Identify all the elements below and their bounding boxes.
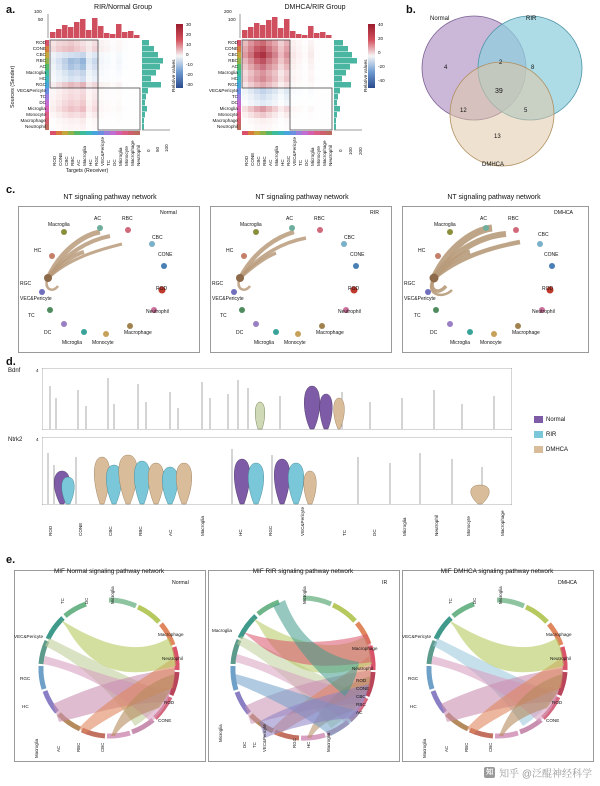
violin-row-bdnf <box>42 368 512 430</box>
network-1-label-macroglia: Macroglia <box>48 222 70 228</box>
network-2-label-monocyte: Monocyte <box>284 340 306 346</box>
watermark-logo: 知 <box>486 769 494 776</box>
chord-3-group: DMHCA <box>558 580 578 586</box>
network-2-label-ac: AC <box>286 216 293 222</box>
node-microglia <box>81 329 87 335</box>
network-3-title: NT signaling pathway network <box>447 194 541 201</box>
heatmap-1-right-tick-0: 0 <box>146 149 151 152</box>
network-3-label-dc: DC <box>430 330 438 336</box>
network-1-label-neutrophil: Neutrophil <box>146 309 169 315</box>
violin-bdnf-ymax: 4 <box>36 368 39 373</box>
violin-legend-dmhca-label: DMHCA <box>546 446 568 453</box>
network-3-label-rgc: RGC <box>404 281 416 287</box>
network-1-label-dc: DC <box>44 330 52 336</box>
heatmap-2-title: DMHCA/RIR Group <box>284 4 346 11</box>
network-2-label-tc: TC <box>220 313 227 319</box>
network-3-group: DMHCA <box>554 210 574 216</box>
heatmap-1-right-tick-2: 100 <box>164 144 169 152</box>
chord-3-title: MIF DMHCA signaling pathway network <box>440 568 554 575</box>
violin-legend-normal-label: Normal <box>546 416 566 423</box>
heatmap-2-top-tick-0: 200 <box>224 9 232 14</box>
heatmap-1 <box>30 12 200 172</box>
network-3-label-microglia: Microglia <box>450 340 471 346</box>
heatmap-1-legend-title: Relative values <box>172 59 177 92</box>
watermark <box>484 765 592 780</box>
heatmap-2-legend-title: Relative values <box>364 59 369 92</box>
violin-row-ntrk2 <box>42 437 512 505</box>
venn-count-normal-only: 4 <box>444 65 448 71</box>
heatmap-2-right-tick-0: 0 <box>338 149 343 152</box>
network-3-label-ac: AC <box>480 216 487 222</box>
network-1-label-rod: ROD <box>156 286 168 292</box>
gene-label-ntrk2: Ntrk2 <box>8 437 23 443</box>
network-3-label-rod: ROD <box>542 286 554 292</box>
network-3-label-monocyte: Monocyte <box>480 340 502 346</box>
node-rgc <box>44 274 52 282</box>
network-1-label-ac: AC <box>94 216 101 222</box>
node-rbc <box>125 227 131 233</box>
network-1-label-cbc: CBC <box>152 235 163 241</box>
network-3-label-neutrophil: Neutrophil <box>532 309 555 315</box>
panel-d-letter: d. <box>6 356 16 368</box>
violin-legend-rir-label: RIR <box>546 431 557 438</box>
network-1-label-microglia: Microglia <box>62 340 83 346</box>
network-2-label-dc: DC <box>236 330 244 336</box>
node-tc <box>47 307 53 313</box>
network-2-label-rod: ROD <box>348 286 360 292</box>
network-3-label-macrophage: Macrophage <box>512 330 540 336</box>
heatmap-2 <box>222 12 392 172</box>
venn-count-normal-rir: 2 <box>499 60 503 66</box>
heatmap-1-row-labels: ROD CONE CBC RBC AC Macroglia HC RGC VEC&Pericyte TC DC Microglia Monocyte Macrophage Neutrophil <box>16 40 46 129</box>
network-3-label-macroglia: Macroglia <box>434 222 456 228</box>
node-macrophage <box>127 323 133 329</box>
network-3-label-cone: CONE <box>544 252 559 258</box>
venn-count-dmhca-only: 13 <box>494 134 501 140</box>
node-monocyte <box>103 331 109 337</box>
network-2-label-macroglia: Macroglia <box>240 222 262 228</box>
venn-count-all-three: 39 <box>495 88 503 95</box>
node-vec-pericyte <box>39 289 45 295</box>
network-1-title: NT signaling pathway network <box>63 194 157 201</box>
heatmap-1-right-tick-1: 50 <box>155 146 160 152</box>
network-3-label-tc: TC <box>414 313 421 319</box>
network-1-label-rgc: RGC <box>20 281 32 287</box>
network-2-label-neutrophil: Neutrophil <box>338 309 361 315</box>
heatmap-1-top-tick-0: 100 <box>34 9 42 14</box>
node-dc <box>61 321 67 327</box>
heatmap-1-top-tick-1: 50 <box>38 17 44 22</box>
chord-diagram-1 <box>14 570 204 760</box>
network-1-label-cone: CONE <box>158 252 173 258</box>
venn-count-normal-dmhca: 12 <box>460 108 467 114</box>
network-2-label-rbc: RBC <box>314 216 325 222</box>
network-2-label-hc: HC <box>226 248 234 254</box>
network-1-label-tc: TC <box>28 313 35 319</box>
venn-label-normal: Normal <box>430 16 450 22</box>
violin-legend-rir <box>534 431 556 438</box>
heatmap-2-row-labels: ROD CONE CBC RBC AC Macroglia HC RGC VEC&Pericyte TC DC Microglia Monocyte Macrophage Neutrophil <box>208 40 238 129</box>
network-3-label-hc: HC <box>418 248 426 254</box>
network-1-group: Normal <box>160 210 177 216</box>
panel-b-letter: b. <box>406 4 416 16</box>
network-1-label-macrophage: Macrophage <box>124 330 152 336</box>
venn-count-rir-dmhca: 5 <box>524 108 528 114</box>
network-3-label-rbc: RBC <box>508 216 519 222</box>
heatmap-1-title: RIR/Normal Group <box>94 4 152 11</box>
venn-label-dmhca: DMHCA <box>482 162 504 168</box>
node-ac <box>97 225 103 231</box>
chord-2-title: MIF RIR signaling pathway network <box>252 568 354 575</box>
network-3-label-vec: VEC&Pericyte <box>404 296 436 302</box>
network-2-label-microglia: Microglia <box>254 340 275 346</box>
chord-diagram-3 <box>402 570 592 760</box>
network-1-label-rbc: RBC <box>122 216 133 222</box>
heatmap-2-right-tick-2: 200 <box>358 147 363 155</box>
heatmap-2-top-tick-1: 100 <box>228 17 236 22</box>
network-2-label-cbc: CBC <box>344 235 355 241</box>
network-2-label-vec: VEC&Pericyte <box>212 296 244 302</box>
network-2-label-rgc: RGC <box>212 281 224 287</box>
node-cbc <box>149 241 155 247</box>
venn-diagram <box>412 6 597 176</box>
heatmap-2-right-tick-1: 100 <box>348 147 353 155</box>
violin-legend-dmhca <box>534 446 568 453</box>
heatmap-1-x-axis-label: Targets (Receiver) <box>65 168 109 174</box>
venn-label-rir: RIR <box>526 16 537 22</box>
network-2-label-macrophage: Macrophage <box>316 330 344 336</box>
violin-legend-normal <box>534 416 565 423</box>
chord-1-title: MIF Normal signaling pathway network <box>53 568 165 575</box>
gene-label-bdnf: Bdnf <box>8 368 21 374</box>
panel-c-letter: c. <box>6 184 16 196</box>
chord-1-group: Normal <box>172 580 189 586</box>
node-hc <box>49 253 55 259</box>
network-2-title: NT signaling pathway network <box>255 194 349 201</box>
node-cone <box>161 263 167 269</box>
network-3-label-cbc: CBC <box>538 232 549 238</box>
network-2-group: RIR <box>370 210 379 216</box>
venn-count-rir-only: 8 <box>531 65 535 71</box>
network-1-label-hc: HC <box>34 248 42 254</box>
chord-2-group: IR <box>382 580 388 586</box>
violin-ntrk2-ymax: 4 <box>36 437 39 442</box>
panel-a-letter: a. <box>6 4 16 16</box>
node-macroglia <box>61 229 67 235</box>
network-1-label-vec: VEC&Pericyte <box>20 296 52 302</box>
watermark-text: 知乎 @泛醌神经科学 <box>499 769 592 780</box>
heatmap-1-y-axis-label: Sources (Sender) <box>10 65 16 108</box>
panel-e-letter: e. <box>6 554 16 566</box>
network-2-label-cone: CONE <box>350 252 365 258</box>
network-1-label-monocyte: Monocyte <box>92 340 114 346</box>
